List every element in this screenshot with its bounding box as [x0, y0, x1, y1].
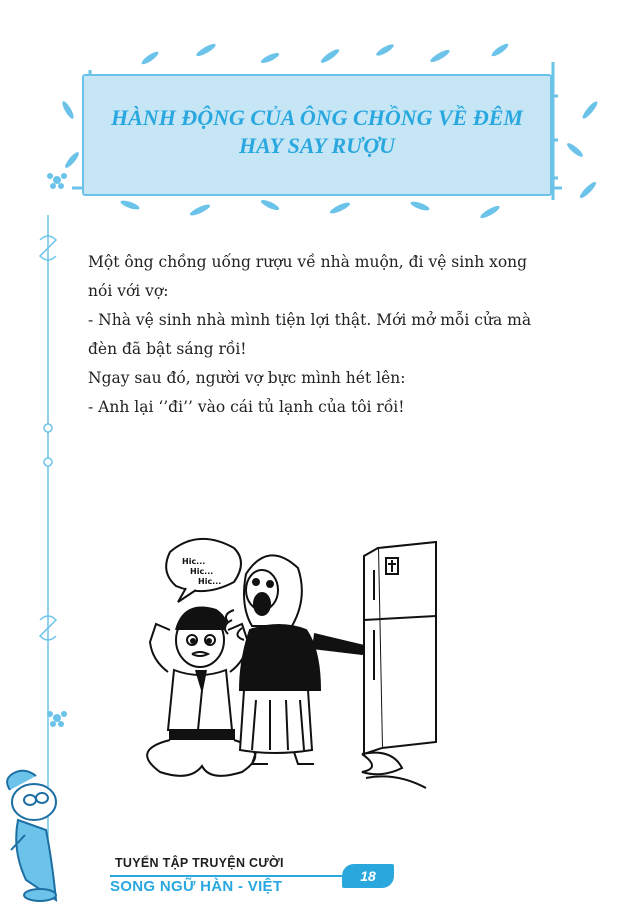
series-subtitle: SONG NGỮ HÀN - VIỆT: [110, 878, 283, 895]
page-title: [82, 104, 552, 160]
title-line-1: HÀNH ĐỘNG CỦA ÔNG CHỒNG VỀ ĐÊM: [111, 105, 523, 130]
bubble-text: Hic...: [198, 577, 222, 586]
story-line: - Nhà vệ sinh nhà mình tiện lợi thật. Mới mở mỗi cửa mà: [88, 311, 532, 329]
bubble-text: Hic...: [190, 567, 214, 576]
refrigerator-icon: [362, 542, 436, 788]
bubble-text: Hic...: [182, 557, 206, 566]
story-text: [88, 248, 588, 422]
footer-divider: [110, 875, 342, 877]
story-line: Ngay sau đó, người vợ bực mình hét lên:: [88, 369, 406, 387]
story-line: Một ông chồng uống rượu về nhà muộn, đi vệ sinh xong: [88, 253, 528, 271]
series-title: TUYỂN TẬP TRUYỆN CƯỜI: [115, 856, 284, 870]
flower-icon: [47, 173, 67, 727]
page-number: 18: [342, 864, 394, 888]
cartoon-illustration: [130, 530, 510, 800]
title-line-2: HAY SAY RƯỢU: [238, 133, 395, 158]
story-line: đèn đã bật sáng rồi!: [88, 340, 247, 358]
story-line: nói với vợ:: [88, 282, 169, 300]
story-line: - Anh lại ‘’đi’’ vào cái tủ lạnh của tôi rồi!: [88, 398, 405, 416]
margin-ornament: [40, 215, 56, 860]
wife-figure: [225, 555, 372, 764]
